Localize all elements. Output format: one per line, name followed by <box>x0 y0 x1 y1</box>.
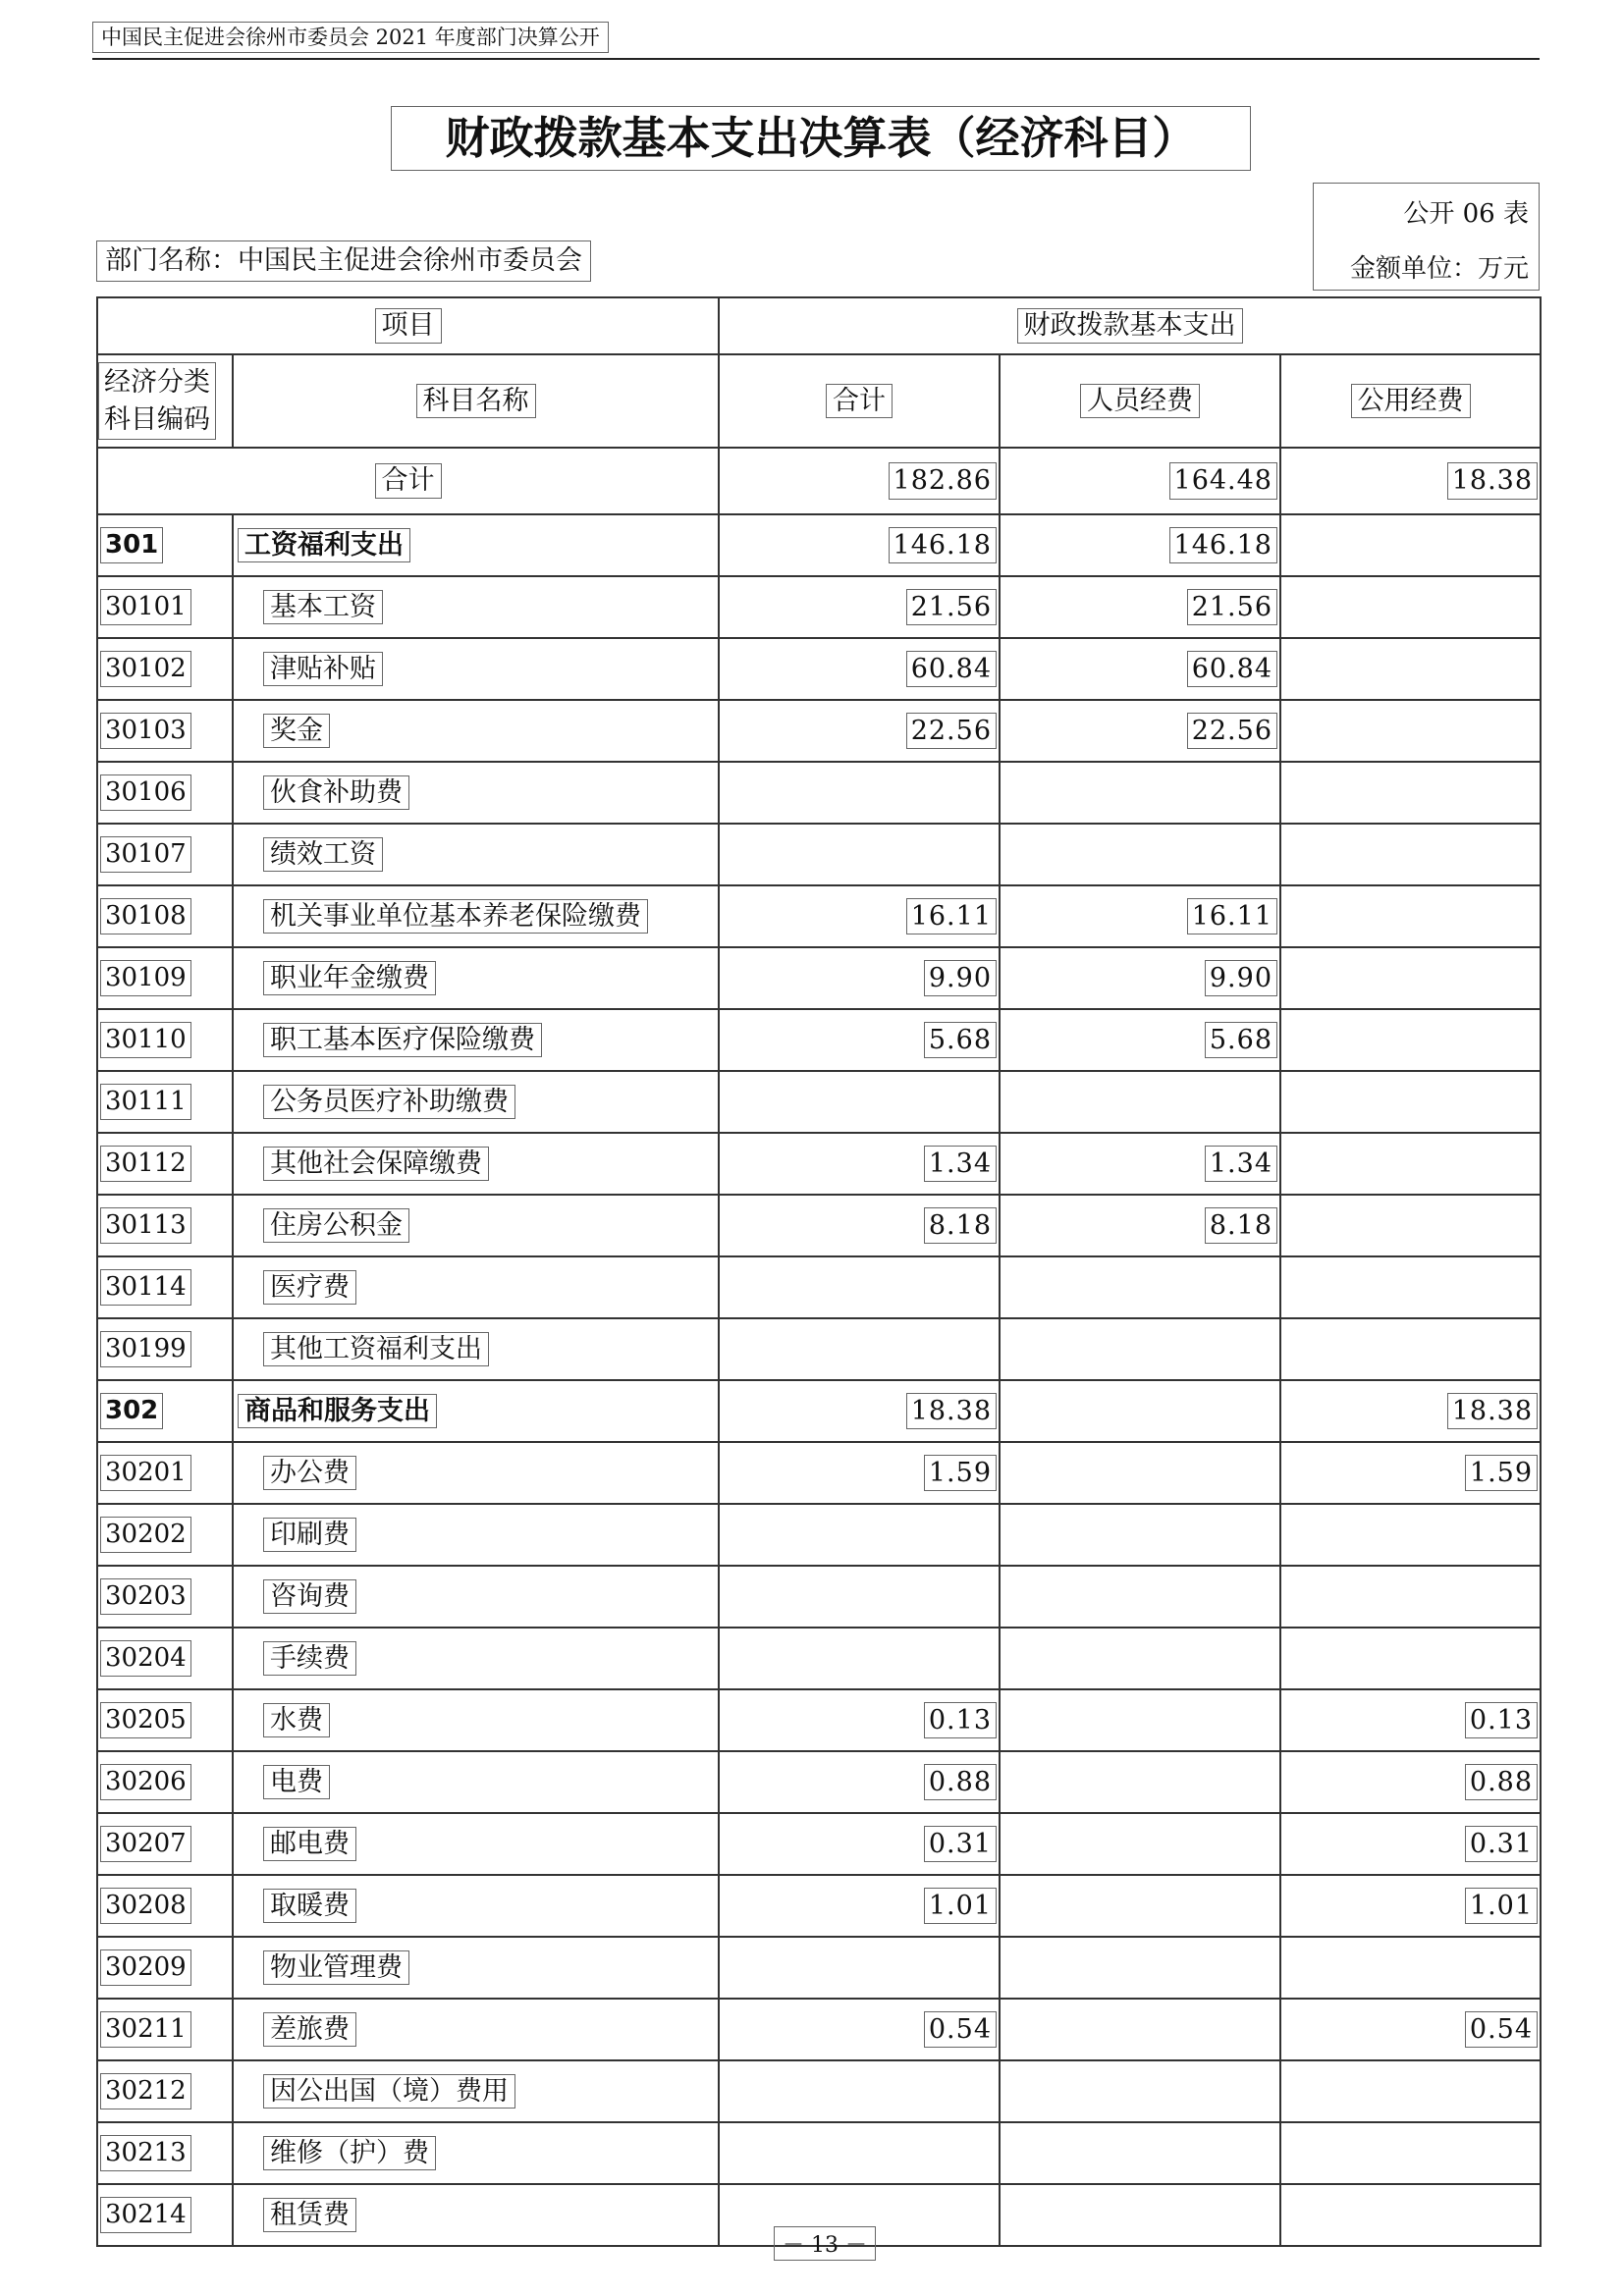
table-row <box>97 1628 1541 1689</box>
personnel-cell: 5.68 <box>1000 1009 1280 1071</box>
code-cell: 30102 <box>97 638 233 700</box>
amount-unit: 金额单位：万元 <box>1349 254 1529 284</box>
total-cell <box>719 1318 1000 1380</box>
public-cell <box>1280 1133 1541 1195</box>
total-cell <box>719 824 1000 885</box>
total-cell: 1.59 <box>719 1442 1000 1504</box>
code-cell: 30101 <box>97 576 233 638</box>
subject-name-cell: 职工基本医疗保险缴费 <box>233 1009 719 1071</box>
code-cell: 30106 <box>97 762 233 824</box>
code-cell: 30203 <box>97 1566 233 1628</box>
personnel-cell <box>1000 1071 1280 1133</box>
subject-name-cell: 咨询费 <box>233 1566 719 1628</box>
code-cell: 30112 <box>97 1133 233 1195</box>
personnel-cell <box>1000 1504 1280 1566</box>
subject-name-cell: 物业管理费 <box>233 1937 719 1999</box>
total-cell: 8.18 <box>719 1195 1000 1256</box>
total-cell: 9.90 <box>719 947 1000 1009</box>
table-row <box>97 1813 1541 1875</box>
personnel-cell <box>1000 762 1280 824</box>
table-row <box>97 1071 1541 1133</box>
subject-name-cell: 商品和服务支出 <box>233 1380 719 1442</box>
total-cell: 146.18 <box>719 514 1000 576</box>
subject-name-cell: 取暖费 <box>233 1875 719 1937</box>
public-cell: 0.88 <box>1280 1751 1541 1813</box>
table-row <box>97 638 1541 700</box>
public-cell <box>1280 1195 1541 1256</box>
table-info-box <box>1313 183 1540 291</box>
total-cell <box>719 2060 1000 2122</box>
table-row <box>97 1380 1541 1442</box>
code-cell: 30213 <box>97 2122 233 2184</box>
personnel-cell <box>1000 1318 1280 1380</box>
code-cell: 30205 <box>97 1689 233 1751</box>
subject-name-cell: 办公费 <box>233 1442 719 1504</box>
subject-name-cell: 公务员医疗补助缴费 <box>233 1071 719 1133</box>
subject-name-cell: 伙食补助费 <box>233 762 719 824</box>
table-number: 公开 06 表 <box>1403 199 1529 229</box>
total-row <box>97 448 1541 514</box>
total-cell: 18.38 <box>719 1380 1000 1442</box>
total-cell <box>719 762 1000 824</box>
public-cell <box>1280 2060 1541 2122</box>
table-row <box>97 1256 1541 1318</box>
total-cell <box>719 1937 1000 1999</box>
public-cell <box>1280 824 1541 885</box>
code-cell: 30201 <box>97 1442 233 1504</box>
personnel-cell <box>1000 1566 1280 1628</box>
subject-name-cell: 其他社会保障缴费 <box>233 1133 719 1195</box>
subject-name-header: 科目名称 <box>233 354 719 448</box>
code-cell: 30209 <box>97 1937 233 1999</box>
total-cell: 60.84 <box>719 638 1000 700</box>
public-cell: 1.01 <box>1280 1875 1541 1937</box>
total-personnel-cell: 164.48 <box>1000 448 1280 514</box>
table-row <box>97 1442 1541 1504</box>
subject-name-cell: 奖金 <box>233 700 719 762</box>
personnel-cell: 21.56 <box>1000 576 1280 638</box>
table-row <box>97 947 1541 1009</box>
total-header: 合计 <box>719 354 1000 448</box>
public-header: 公用经费 <box>1280 354 1541 448</box>
personnel-cell: 1.34 <box>1000 1133 1280 1195</box>
code-cell: 30114 <box>97 1256 233 1318</box>
table-row <box>97 576 1541 638</box>
subject-name-cell: 维修（护）费 <box>233 2122 719 2184</box>
code-cell: 30199 <box>97 1318 233 1380</box>
code-cell: 30204 <box>97 1628 233 1689</box>
total-cell: 1.34 <box>719 1133 1000 1195</box>
total-amount-cell: 182.86 <box>719 448 1000 514</box>
public-cell <box>1280 1071 1541 1133</box>
subject-name-cell: 其他工资福利支出 <box>233 1318 719 1380</box>
table-row <box>97 2122 1541 2184</box>
public-cell: 1.59 <box>1280 1442 1541 1504</box>
total-cell <box>719 2122 1000 2184</box>
code-cell: 30107 <box>97 824 233 885</box>
page-title: 财政拨款基本支出决算表（经济科目） <box>391 106 1251 171</box>
public-cell <box>1280 1937 1541 1999</box>
total-cell: 22.56 <box>719 700 1000 762</box>
table-row <box>97 1751 1541 1813</box>
public-cell <box>1280 2122 1541 2184</box>
table-row <box>97 762 1541 824</box>
total-cell: 16.11 <box>719 885 1000 947</box>
total-cell <box>719 1071 1000 1133</box>
document-header: 中国民主促进会徐州市委员会 2021 年度部门决算公开 <box>92 22 609 53</box>
header-row-2 <box>97 354 1541 448</box>
public-cell: 0.13 <box>1280 1689 1541 1751</box>
personnel-cell <box>1000 1813 1280 1875</box>
public-cell <box>1280 2184 1541 2246</box>
public-cell <box>1280 1318 1541 1380</box>
table-row <box>97 824 1541 885</box>
public-cell <box>1280 514 1541 576</box>
subject-name-cell: 机关事业单位基本养老保险缴费 <box>233 885 719 947</box>
code-cell: 30206 <box>97 1751 233 1813</box>
subject-name-cell: 电费 <box>233 1751 719 1813</box>
subject-name-cell: 水费 <box>233 1689 719 1751</box>
public-cell <box>1280 638 1541 700</box>
table-row <box>97 1566 1541 1628</box>
code-cell: 30211 <box>97 1999 233 2060</box>
project-header: 项目 <box>97 297 719 354</box>
public-cell: 0.31 <box>1280 1813 1541 1875</box>
total-cell: 5.68 <box>719 1009 1000 1071</box>
public-cell <box>1280 1009 1541 1071</box>
public-cell <box>1280 1628 1541 1689</box>
personnel-cell <box>1000 824 1280 885</box>
total-cell: 0.54 <box>719 1999 1000 2060</box>
total-cell: 0.31 <box>719 1813 1000 1875</box>
subject-name-cell: 职业年金缴费 <box>233 947 719 1009</box>
total-label-cell: 合计 <box>97 448 719 514</box>
subject-name-cell: 基本工资 <box>233 576 719 638</box>
page-number: － 13 － <box>774 2226 876 2261</box>
total-cell <box>719 1566 1000 1628</box>
total-cell: 1.01 <box>719 1875 1000 1937</box>
personnel-cell: 9.90 <box>1000 947 1280 1009</box>
subject-name-cell: 邮电费 <box>233 1813 719 1875</box>
table-row <box>97 2060 1541 2122</box>
total-cell <box>719 1504 1000 1566</box>
personnel-cell <box>1000 2184 1280 2246</box>
department-name: 部门名称：中国民主促进会徐州市委员会 <box>96 240 591 282</box>
total-cell <box>719 1256 1000 1318</box>
code-cell: 30113 <box>97 1195 233 1256</box>
subject-name-cell: 手续费 <box>233 1628 719 1689</box>
code-cell: 30103 <box>97 700 233 762</box>
code-cell: 30207 <box>97 1813 233 1875</box>
header-rule <box>92 58 1540 60</box>
personnel-cell: 146.18 <box>1000 514 1280 576</box>
table-row <box>97 1195 1541 1256</box>
code-cell: 30208 <box>97 1875 233 1937</box>
public-cell <box>1280 700 1541 762</box>
expenditure-table <box>96 296 1542 2247</box>
personnel-cell <box>1000 1628 1280 1689</box>
public-cell: 18.38 <box>1280 1380 1541 1442</box>
table-row <box>97 1937 1541 1999</box>
personnel-cell <box>1000 1689 1280 1751</box>
code-cell: 302 <box>97 1380 233 1442</box>
personnel-cell <box>1000 1256 1280 1318</box>
table-row <box>97 1133 1541 1195</box>
total-cell <box>719 1628 1000 1689</box>
table-row <box>97 1689 1541 1751</box>
total-cell: 0.13 <box>719 1689 1000 1751</box>
code-cell: 30108 <box>97 885 233 947</box>
code-cell: 301 <box>97 514 233 576</box>
code-header: 经济分类 科目编码 <box>97 354 233 448</box>
public-cell <box>1280 947 1541 1009</box>
subject-name-cell: 印刷费 <box>233 1504 719 1566</box>
table-row <box>97 1318 1541 1380</box>
table-row <box>97 1504 1541 1566</box>
subject-name-cell: 差旅费 <box>233 1999 719 2060</box>
subject-name-cell: 津贴补贴 <box>233 638 719 700</box>
personnel-cell <box>1000 2122 1280 2184</box>
table-row <box>97 1875 1541 1937</box>
header-row-1 <box>97 297 1541 354</box>
public-cell <box>1280 576 1541 638</box>
personnel-cell <box>1000 1937 1280 1999</box>
personnel-cell <box>1000 1751 1280 1813</box>
total-cell: 21.56 <box>719 576 1000 638</box>
total-public-cell: 18.38 <box>1280 448 1541 514</box>
personnel-cell <box>1000 1875 1280 1937</box>
table-row <box>97 700 1541 762</box>
code-cell: 30212 <box>97 2060 233 2122</box>
code-cell: 30214 <box>97 2184 233 2246</box>
personnel-cell <box>1000 1442 1280 1504</box>
personnel-cell <box>1000 2060 1280 2122</box>
public-cell <box>1280 1504 1541 1566</box>
total-cell: 0.88 <box>719 1751 1000 1813</box>
public-cell <box>1280 762 1541 824</box>
subject-name-cell: 租赁费 <box>233 2184 719 2246</box>
personnel-cell: 22.56 <box>1000 700 1280 762</box>
code-cell: 30111 <box>97 1071 233 1133</box>
public-cell <box>1280 1566 1541 1628</box>
public-cell: 0.54 <box>1280 1999 1541 2060</box>
subject-name-cell: 住房公积金 <box>233 1195 719 1256</box>
table-row <box>97 1009 1541 1071</box>
subject-name-cell: 因公出国（境）费用 <box>233 2060 719 2122</box>
subject-name-cell: 工资福利支出 <box>233 514 719 576</box>
table-row <box>97 1999 1541 2060</box>
public-cell <box>1280 1256 1541 1318</box>
fiscal-basic-header: 财政拨款基本支出 <box>719 297 1541 354</box>
personnel-cell: 16.11 <box>1000 885 1280 947</box>
code-cell: 30202 <box>97 1504 233 1566</box>
public-cell <box>1280 885 1541 947</box>
table-row <box>97 514 1541 576</box>
personnel-header: 人员经费 <box>1000 354 1280 448</box>
personnel-cell: 60.84 <box>1000 638 1280 700</box>
personnel-cell: 8.18 <box>1000 1195 1280 1256</box>
table-row <box>97 885 1541 947</box>
subject-name-cell: 医疗费 <box>233 1256 719 1318</box>
subject-name-cell: 绩效工资 <box>233 824 719 885</box>
code-cell: 30109 <box>97 947 233 1009</box>
personnel-cell <box>1000 1380 1280 1442</box>
code-cell: 30110 <box>97 1009 233 1071</box>
personnel-cell <box>1000 1999 1280 2060</box>
